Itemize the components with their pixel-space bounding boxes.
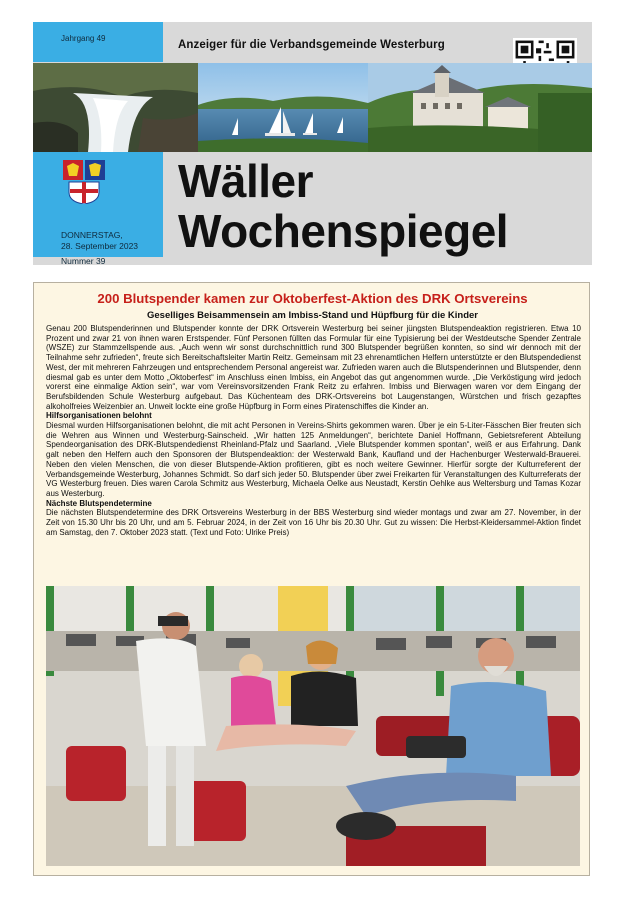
article-body — [46, 324, 581, 537]
issue-info-box — [33, 152, 163, 266]
issue-number: Nummer 39 — [61, 256, 106, 266]
article-subheadline: Geselliges Beisammensein am Imbiss-Stand und Hüpfburg für die Kinder — [147, 310, 478, 321]
landscape-photo-banner — [33, 63, 592, 152]
paragraph: Diesmal wurden Hilfsorganisationen belohnt, die mit acht Personen in Vereins-Shirts gekommen waren. Über je ein 5-Liter-Fässchen Bier freuten sich die Wehren aus Winnen und Westerburg-Sainscheid. „Wir hatten 125 Anmeldungen“, berichtete Daniel Hoffmann, Gebietsreferent Abteilung Spendeorganisation des DRK-Blutspendedienst Rheinland-Pfalz und Saarland. „Viele Blutspender kommen spontan“, weiß er aus Erfahrung. Dank galt neben den Helfern auch den Sponsoren der Blutspendeaktion: der Westerwald Bank, Kaufland und der Hachenburger Westerwald-Brauerei. Neben den vielen Menschen, die von dieser Blutspende-Aktion profitieren, gibt es noch weitere Gewinner. Hierfür sorgte der Kulturreferent der Verbandsgemeinde Westerburg, Johannes Schmidt. So darf sich jeder 50. Blutspender über zwei Freikarten für Veranstaltungen des Kulturreferats der VG Westerburg freuen. Dies waren Carola Schmitz aus Westerburg, Michaela Oelke aus Neustadt, Kerstin Oehlke aus Weltersburg und Tamas Kozar aus Westerburg. — [46, 421, 581, 498]
article-headline: 200 Blutspender kamen zur Oktoberfest-Aktion des DRK Ortsvereins — [97, 291, 528, 306]
coat-of-arms-icon — [63, 160, 105, 204]
volume-box — [33, 22, 163, 62]
issue-date: 28. September 2023 — [61, 241, 139, 251]
section-heading: Nächste Blutspendetermine — [46, 498, 152, 508]
masthead-title-line2: Wochenspiegel — [178, 205, 509, 257]
paragraph: Die nächsten Blutspendetermine des DRK Ortsvereins Westerburg in der BBS Westerburg sind wieder montags und zwar am 27. November, in der Zeit von 15.30 Uhr bis 20 Uhr, und am 5. Februar 2024, in der Zeit von 16 Uhr bis 20.30 Uhr. Gut zu wissen: Die Herbst-Kleidersammel-Aktion findet am Samstag, den 7. Oktober 2023 statt. (Text und Foto: Ulrike Preis) — [46, 508, 581, 537]
masthead-title-line1: Wäller — [178, 155, 314, 207]
tagline: Anzeiger für die Verbandsgemeinde Westerburg — [178, 39, 445, 51]
weekday: DONNERSTAG, — [61, 230, 123, 240]
blood-donation-photo — [46, 586, 580, 866]
volume-label: Jahrgang 49 — [61, 34, 106, 43]
paragraph: Genau 200 Blutspenderinnen und Blutspender konnte der DRK Ortsverein Westerburg bei seiner jüngsten Blutspendeaktion registrieren. Etwa 10 Prozent und zwar 21 von ihnen waren Erstspender. Fünf Personen füllten das Formular für eine Typisierung bei der Westdeutsche Spender Zentrale (WSZE) zur Stammzellspende aus. „Auch wenn wir sonst durchschnittlich rund 300 Blutspender begrüßen konnten, so sind wir dennoch mit der Teilnahme sehr zufrieden“, freute sich Bereitschaftsleiter Martin Reitz. Gemeinsam mit 23 ehrenamtlichen Helfern unterstützte er den Blutspendedienst West, der mit mehreren Fahrzeugen und entsprechendem Personal angereist war. Zufrieden waren auch die Blutspenderinnen und Blutspender, denn diesmal gab es unter dem Motto „Oktoberfest“ im Anschluss einen Imbiss, ein Angebot das gut angenommen wurde. „Die Verköstigung wird jedoch vorerst eine einmalige Aktion sein“, war vom Vereinsvorsitzenden Frank Reitz zu erfahren. Imbiss und Bierwagen waren vor dem Eingang der Berufsbildenden Schule Westerburg aufgebaut. Das Küchenteam des DRK-Ortsvereins bot Laugenstangen, Würstchen und frisch gezapftes alkoholfreies Weizenbier an. Unweit lockte eine große Hüpfburg in Form eines Piratenschiffes die Kinder an. — [46, 324, 581, 411]
masthead-header — [33, 22, 592, 265]
article-box — [33, 282, 590, 876]
section-heading: Hilfsorganisationen belohnt — [46, 411, 152, 421]
